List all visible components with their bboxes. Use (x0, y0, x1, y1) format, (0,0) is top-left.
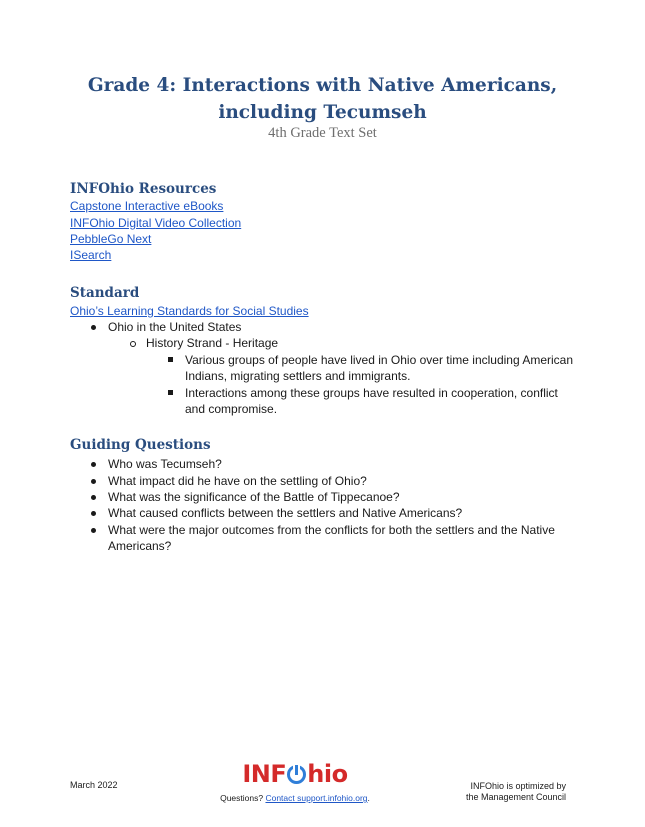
link-ohio-learning-standards[interactable]: Ohio’s Learning Standards for Social Studies (70, 304, 309, 318)
link-digital-video-collection[interactable]: INFOhio Digital Video Collection (70, 216, 242, 230)
link-isearch[interactable]: ISearch (70, 248, 112, 262)
footer-questions-prefix: Questions? (220, 793, 266, 803)
bullet-dot-marker (91, 495, 96, 500)
guiding-question-1: Who was Tecumseh? (108, 457, 222, 471)
resources-heading: INFOhio Resources (70, 181, 217, 197)
footer-questions-suffix: . (367, 793, 370, 803)
page-subtitle: 4th Grade Text Set (268, 125, 377, 141)
footer-optimized-line-1: INFOhio is optimized by (470, 781, 566, 791)
guiding-question-5-line2: Americans? (108, 539, 172, 553)
title-line-2: including Tecumseh (218, 102, 427, 123)
standard-level3-item-2-line2: and compromise. (185, 402, 278, 416)
power-icon (287, 765, 306, 784)
guiding-question-5-line1: What were the major outcomes from the conflicts for both the settlers and the Native (108, 523, 555, 537)
bullet-circle-marker (130, 341, 136, 347)
standard-level3-item-1-line2: Indians, migrating settlers and immigrants. (185, 369, 411, 383)
logo-text-left: INF (242, 760, 287, 788)
link-pebblego-next[interactable]: PebbleGo Next (70, 232, 152, 246)
guiding-question-3: What was the significance of the Battle of Tippecanoe? (108, 490, 400, 504)
infohio-logo (230, 760, 360, 788)
standard-heading: Standard (70, 285, 140, 301)
bullet-dot-marker (91, 325, 96, 330)
standard-level3-item-1-line1: Various groups of people have lived in Ohio over time including American (185, 353, 573, 367)
footer-optimized-line-2: the Management Council (465, 792, 566, 802)
logo-text-right: hio (307, 760, 348, 788)
guiding-question-2: What impact did he have on the settling of Ohio? (108, 474, 367, 488)
contact-support-link[interactable]: Contact support.infohio.org (265, 793, 368, 803)
bullet-dot-marker (91, 462, 96, 467)
title-line-1: Grade 4: Interactions with Native Americans, (87, 75, 558, 96)
guiding-questions-heading: Guiding Questions (70, 437, 211, 453)
footer-optimized-note (455, 781, 566, 803)
bullet-dot-marker (91, 511, 96, 516)
footer-date: March 2022 (70, 780, 118, 790)
bullet-square-marker (168, 390, 173, 395)
bullet-dot-marker (91, 528, 96, 533)
bullet-dot-marker (91, 479, 96, 484)
standard-level3-item-2-line1: Interactions among these groups have resulted in cooperation, conflict (185, 386, 558, 400)
standard-level2-item: History Strand - Heritage (146, 336, 279, 350)
link-capstone-ebooks[interactable]: Capstone Interactive eBooks (70, 199, 224, 213)
standard-level1-item: Ohio in the United States (108, 320, 242, 334)
bullet-square-marker (168, 357, 173, 362)
page-title (0, 72, 645, 126)
guiding-question-4: What caused conflicts between the settlers and Native Americans? (108, 506, 463, 520)
footer-questions (200, 793, 390, 803)
